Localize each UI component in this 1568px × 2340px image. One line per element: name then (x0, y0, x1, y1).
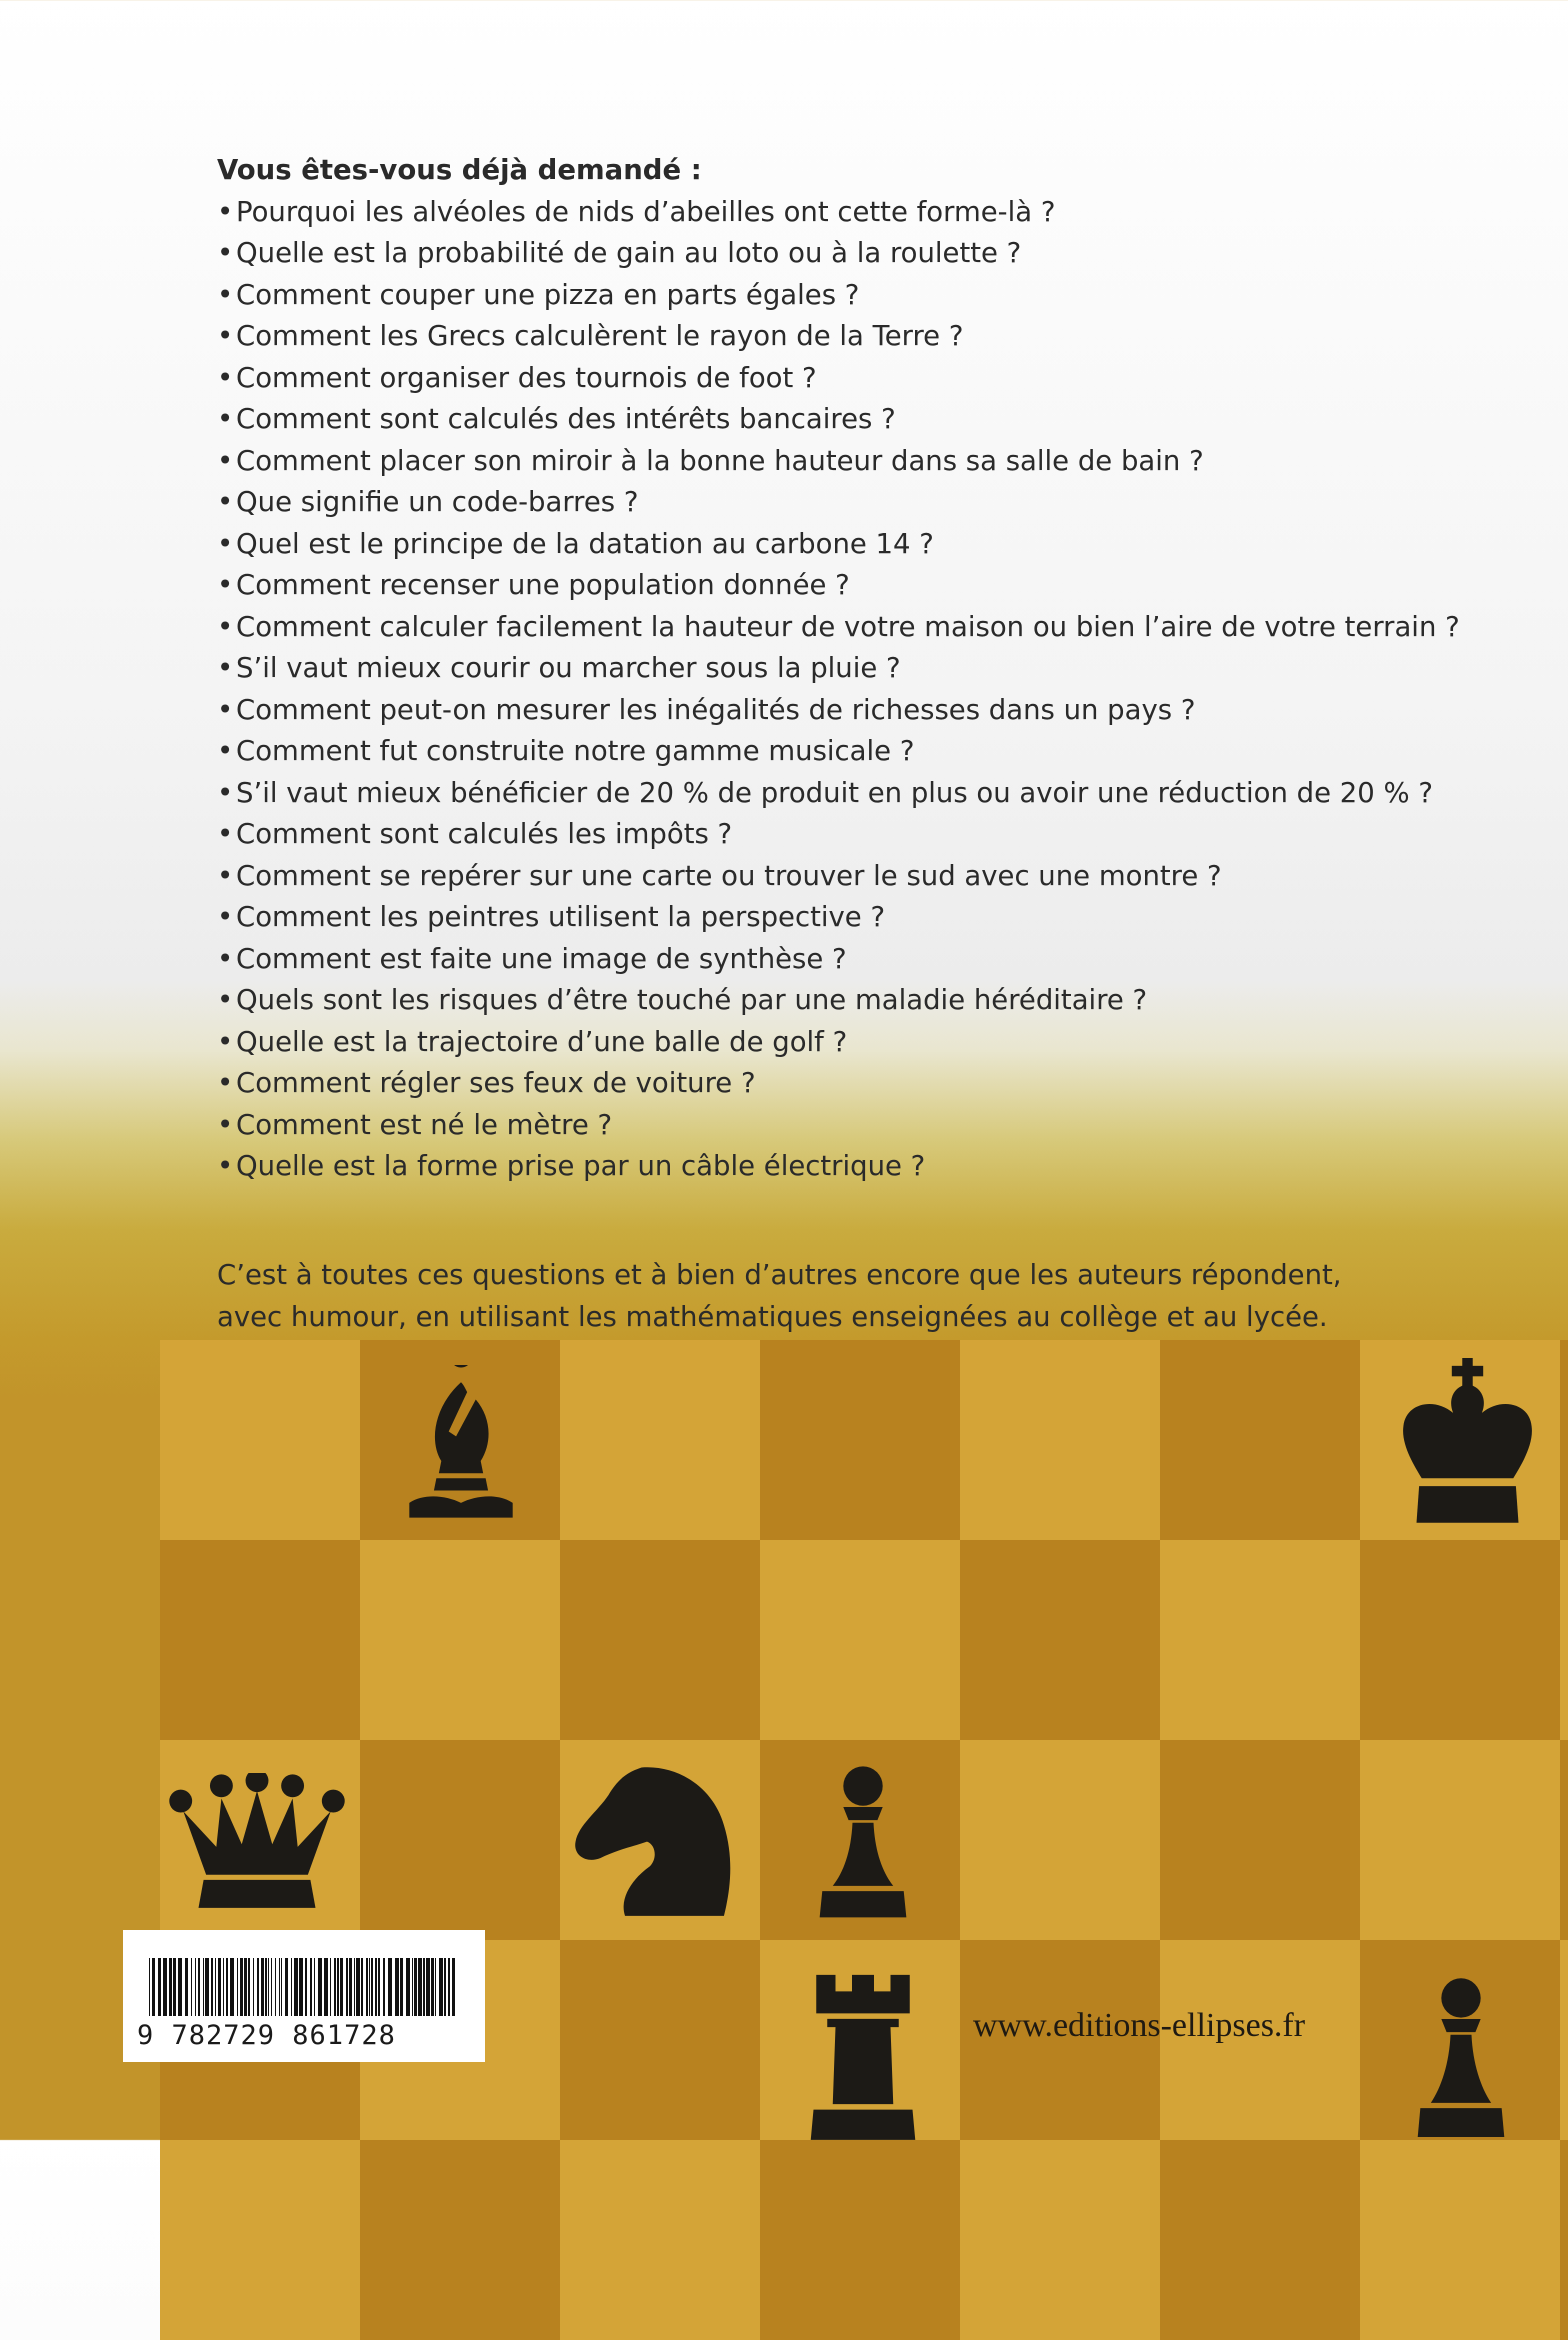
board-square (160, 2140, 360, 2340)
question-item: • Comment sont calculés les impôts ? (217, 814, 1477, 856)
board-square (960, 1340, 1160, 1540)
board-square (1360, 2140, 1560, 2340)
question-item: • Quel est le principe de la datation au carbone 14 ? (217, 524, 1477, 566)
questions-list (217, 192, 1477, 1188)
publisher-website: www.editions-ellipses.fr (973, 2007, 1306, 2044)
queen-icon (168, 1773, 346, 1913)
board-square (1560, 1540, 1568, 1740)
question-item: • S’il vaut mieux bénéficier de 20 % de produit en plus ou avoir une réduction de 20 % ? (217, 773, 1477, 815)
questions-heading: Vous êtes-vous déjà demandé : (217, 154, 702, 186)
board-square (960, 2140, 1160, 2340)
board-square (1560, 1340, 1568, 1540)
question-item: • Comment sont calculés des intérêts bancaires ? (217, 399, 1477, 441)
board-square (1160, 1540, 1360, 1740)
question-item: • Comment est faite une image de synthèse ? (217, 939, 1477, 981)
board-square (760, 2140, 960, 2340)
question-item: • Quels sont les risques d’être touché par une maladie héréditaire ? (217, 980, 1477, 1022)
pawn-icon (1415, 1977, 1507, 2137)
question-item: • Comment se repérer sur une carte ou trouver le sud avec une montre ? (217, 856, 1477, 898)
bishop-icon (398, 1365, 524, 1525)
question-item: • Comment les Grecs calculèrent le rayon de la Terre ? (217, 316, 1477, 358)
board-square (960, 1540, 1160, 1740)
barcode-bars (135, 1958, 475, 2018)
board-square (1360, 1540, 1560, 1740)
board-square (560, 1940, 760, 2140)
question-item: • Comment organiser des tournois de foot ? (217, 358, 1477, 400)
board-square (160, 1540, 360, 1740)
question-item: • Pourquoi les alvéoles de nids d’abeilles ont cette forme-là ? (217, 192, 1477, 234)
question-item: • Comment régler ses feux de voiture ? (217, 1063, 1477, 1105)
questions-block (217, 150, 1477, 1188)
board-square (360, 1740, 560, 1940)
king-icon (1395, 1358, 1540, 1528)
question-item: • Comment les peintres utilisent la perspective ? (217, 897, 1477, 939)
question-item: • Que signifie un code-barres ? (217, 482, 1477, 524)
question-item: • S’il vaut mieux courir ou marcher sous la pluie ? (217, 648, 1477, 690)
question-item: • Quelle est la trajectoire d’une balle de golf ? (217, 1022, 1477, 1064)
question-item: • Comment recenser une population donnée ? (217, 565, 1477, 607)
question-item: • Quelle est la probabilité de gain au loto ou à la roulette ? (217, 233, 1477, 275)
board-square (360, 2140, 560, 2340)
board-square (760, 1540, 960, 1740)
question-item: • Quelle est la forme prise par un câble électrique ? (217, 1146, 1477, 1188)
question-item: • Comment placer son miroir à la bonne hauteur dans sa salle de bain ? (217, 441, 1477, 483)
board-square (1560, 2140, 1568, 2340)
board-square (1160, 1340, 1360, 1540)
board-square (1560, 1940, 1568, 2140)
board-square (560, 1340, 760, 1540)
question-item: • Comment calculer facilement la hauteur de votre maison ou bien l’aire de votre terrain ? (217, 607, 1477, 649)
board-square (760, 1340, 960, 1540)
question-item: • Comment fut construite notre gamme musicale ? (217, 731, 1477, 773)
board-square (1160, 2140, 1360, 2340)
board-square (560, 1540, 760, 1740)
knight-icon (570, 1762, 735, 1920)
closing-paragraph: C’est à toutes ces questions et à bien d’autres encore que les auteurs répondent, avec humour, en utilisant les mathématiques enseignées au collège et au lycée. (217, 1259, 1342, 1333)
question-item: • Comment peut-on mesurer les inégalités de richesses dans un pays ? (217, 690, 1477, 732)
pawn-icon (817, 1765, 909, 1920)
board-square (160, 1340, 360, 1540)
barcode (123, 1930, 485, 2062)
rook-icon (808, 1972, 918, 2140)
isbn-digits: 9 782729 861728 (137, 2020, 396, 2051)
question-item: • Comment couper une pizza en parts égales ? (217, 275, 1477, 317)
board-square (1160, 1740, 1360, 1940)
board-square (560, 2140, 760, 2340)
board-square (1560, 1740, 1568, 1940)
board-square (960, 1740, 1160, 1940)
board-square (1360, 1740, 1560, 1940)
question-item: • Comment est né le mètre ? (217, 1105, 1477, 1147)
board-square (360, 1540, 560, 1740)
